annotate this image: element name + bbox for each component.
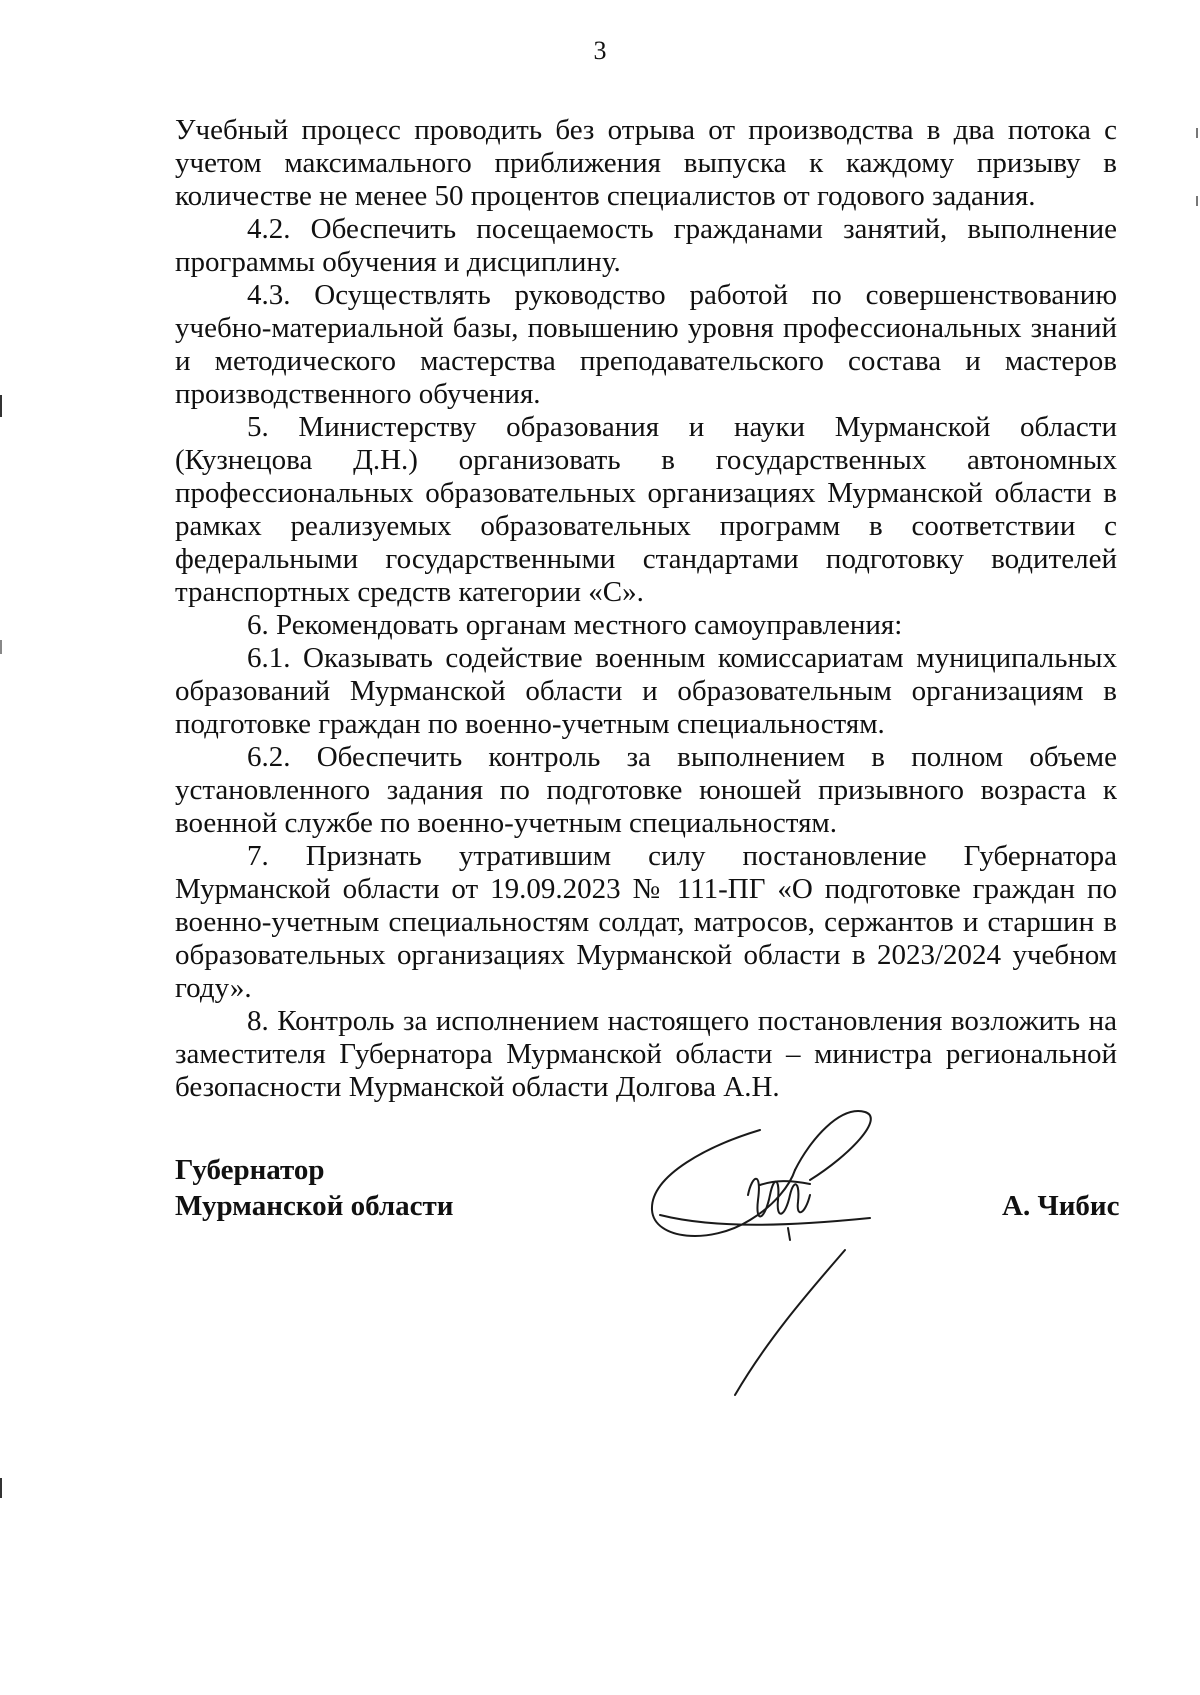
paragraph-continuation: Учебный процесс проводить без отрыва от производства в два потока с учетом максимального приближения выпуска к каждому призыву в количестве не менее 50 процентов специалистов от годового задания. bbox=[175, 114, 1117, 212]
paragraph-6-1: 6.1. Оказывать содействие военным комиссариатам муниципальных образований Мурманской области и образовательным организациям в подготовке граждан по военно-учетным специальностям. bbox=[175, 642, 1117, 740]
paragraph-7: 7. Признать утратившим силу постановление Губернатора Мурманской области от 19.09.2023 № 111-ПГ «О подготовке граждан по военно-учетным специальностям солдат, матросов, сержантов и старшин в образовательных организациях Мурманской области в 2023/2024 учебном году». bbox=[175, 840, 1117, 1004]
scan-artifact bbox=[0, 1478, 2, 1498]
signer-name: А. Чибис bbox=[1002, 1190, 1120, 1222]
position-line-1: Губернатор bbox=[175, 1154, 325, 1186]
scan-artifact bbox=[1196, 196, 1198, 206]
scan-artifact bbox=[0, 395, 2, 417]
paragraph-8: 8. Контроль за исполнением настоящего постановления возложить на заместителя Губернатора Мурманской области – министра региональной безопасности Мурманской области Долгова А.Н. bbox=[175, 1005, 1117, 1103]
document-body bbox=[175, 114, 1117, 1104]
handwritten-signature bbox=[640, 1100, 930, 1400]
signatory-position bbox=[175, 1152, 453, 1224]
page-number: 3 bbox=[593, 36, 607, 65]
scan-artifact bbox=[1196, 128, 1198, 138]
paragraph-4-3: 4.3. Осуществлять руководство работой по совершенствованию учебно-материальной базы, повышению уровня профессиональных знаний и методического мастерства преподавательского состава и мастеров производственного обучения. bbox=[175, 279, 1117, 410]
paragraph-6: 6. Рекомендовать органам местного самоуправления: bbox=[247, 609, 903, 641]
paragraph-4-2: 4.2. Обеспечить посещаемость гражданами занятий, выполнение программы обучения и дисциплину. bbox=[175, 213, 1117, 278]
paragraph-6-2: 6.2. Обеспечить контроль за выполнением в полном объеме установленного задания по подготовке юношей призывного возраста к военной службе по военно-учетным специальностям. bbox=[175, 741, 1117, 839]
paragraph-5: 5. Министерству образования и науки Мурманской области (Кузнецова Д.Н.) организовать в государственных автономных профессиональных образовательных организациях Мурманской области в рамках реализуемых образовательных программ в соответствии с федеральными государственными стандартами подготовку водителей транспортных средств категории «С». bbox=[175, 411, 1117, 608]
scan-artifact bbox=[0, 640, 2, 654]
position-line-2: Мурманской области bbox=[175, 1190, 454, 1222]
